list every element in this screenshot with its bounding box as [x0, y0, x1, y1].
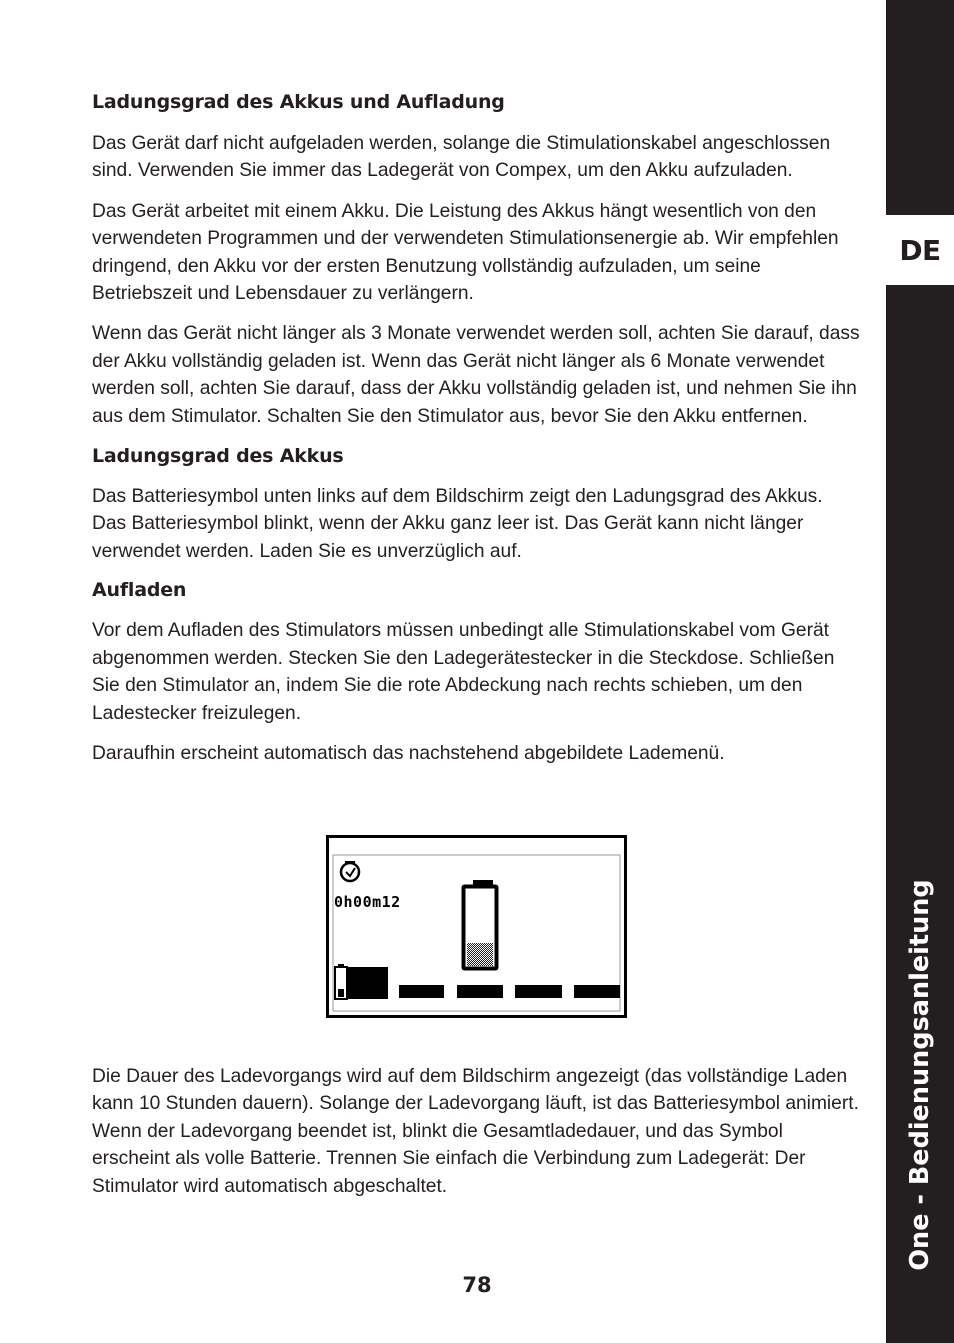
heading-akku-ladung: Ladungsgrad des Akkus und Aufladung	[92, 91, 505, 113]
paragraph-charge-menu: Daraufhin erscheint automatisch das nachstehend abgebildete Lademenü.	[92, 742, 725, 764]
heading-akku: Ladungsgrad des Akkus	[92, 445, 344, 468]
heading-aufladen: Aufladen	[92, 579, 187, 602]
page-content	[92, 89, 862, 767]
paragraph-akku-performance: Das Gerät arbeitet mit einem Akku. Die Leistung des Akkus hängt wesentlich von den verwendeten Programmen und der verwendeten Stimulationsenergie ab. Wir empfehlen dringend, den Akku vor der ersten Benutzung vollständig aufzuladen, um seine Betriebszeit und Lebensdauer zu verlängern.	[92, 200, 839, 305]
paragraph-charging-steps: Vor dem Aufladen des Stimulators müssen unbedingt alle Stimulationskabel vom Gerät abgenommen werden. Stecken Sie den Ladegerätestecker in die Steckdose. Schließen Sie den Stimulator an, indem Sie die rote Abdeckung nach rechts schieben, um den Ladestecker freizulegen.	[92, 620, 835, 724]
level-bar	[574, 985, 620, 998]
large-battery-icon	[464, 880, 497, 969]
sidebar-title: One - Bedienungsanleitung	[905, 879, 935, 1271]
charge-time-readout: 0h00m12	[334, 893, 401, 911]
charging-screen-figure	[326, 835, 627, 1018]
level-bar	[348, 967, 388, 999]
paragraph-battery-symbol: Das Batteriesymbol unten links auf dem Bildschirm zeigt den Ladungsgrad des Akkus. Das Batteriesymbol blinkt, wenn der Akku ganz leer ist. Das Gerät kann nicht länger verwendet werden. Laden Sie es unverzüglich auf.	[92, 486, 823, 562]
language-tab	[886, 215, 954, 285]
paragraph-charger-warning: Das Gerät darf nicht aufgeladen werden, solange die Stimulationskabel angeschlossen sind. Verwenden Sie immer das Ladegerät von Compex, um den Akku aufzuladen.	[92, 133, 831, 182]
clock-icon	[341, 861, 359, 881]
page-number: 78	[462, 1273, 492, 1297]
small-battery-icon	[335, 964, 347, 999]
paragraph-charge-duration: Die Dauer des Ladevorgangs wird auf dem Bildschirm angezeigt (das vollständige Laden kann 10 Stunden dauern). Solange der Ladevorgang läuft, ist das Batteriesymbol animiert. Wenn der Ladevorgang beendet ist, blinkt die Gesamtladedauer, und das Symbol erscheint als volle Batterie. Trennen Sie einfach die Verbindung zum Ladegerät: Der Stimulator wird automatisch abgeschaltet.	[92, 1066, 859, 1197]
language-tab-label: DE	[899, 233, 941, 267]
level-bar	[515, 985, 562, 998]
level-bar	[457, 985, 503, 998]
level-bar	[399, 985, 444, 998]
paragraph-storage: Wenn das Gerät nicht länger als 3 Monate verwendet werden soll, achten Sie darauf, dass der Akku vollständig geladen ist. Wenn das Gerät nicht länger als 6 Monate verwendet werden soll, achten Sie darauf, dass der Akku vollständig geladen ist, und nehmen Sie ihn aus dem Stimulator. Schalten Sie den Stimulator aus, bevor Sie den Akku entfernen.	[92, 323, 860, 427]
